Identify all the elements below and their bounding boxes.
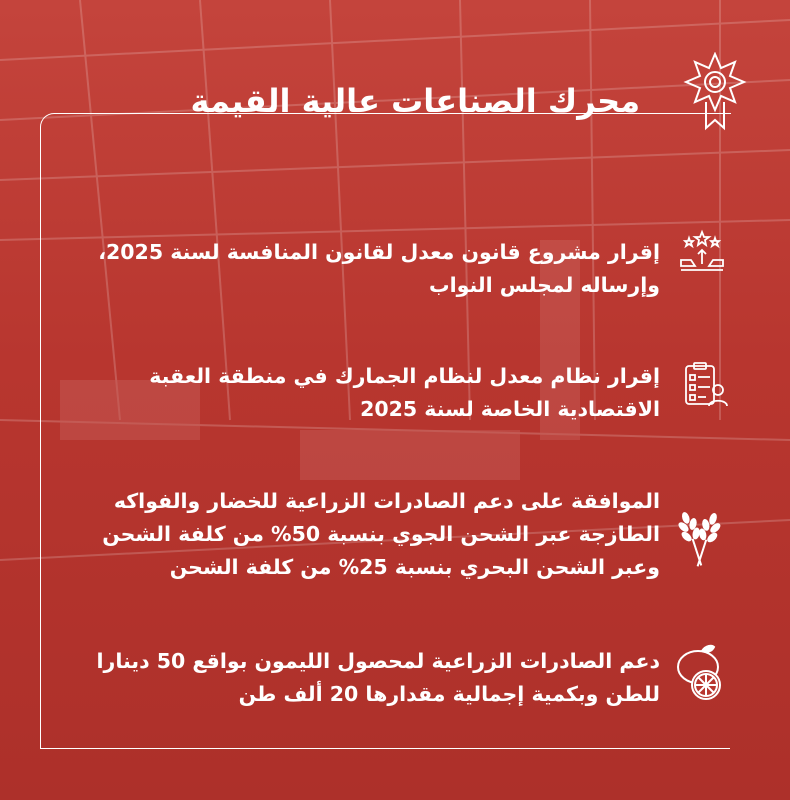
list-item	[98, 236, 660, 302]
item-line: الاقتصادية الخاصة لسنة 2025	[360, 397, 660, 421]
wheat-icon	[667, 505, 729, 567]
page-title: محرك الصناعات عالية القيمة	[190, 82, 640, 120]
star-medal-icon	[682, 52, 748, 132]
checklist-person-icon	[680, 360, 730, 410]
item-line: إقرار نظام معدل لنظام الجمارك في منطقة العقبة	[149, 364, 660, 388]
item-line: دعم الصادرات الزراعية لمحصول الليمون بواقع 50 دينارا	[96, 649, 660, 673]
list-item	[102, 485, 660, 584]
item-line: للطن وبكمية إجمالية مقدارها 20 ألف طن	[238, 682, 660, 706]
item-line: وعبر الشحن البحري بنسبة 25% من كلفة الشحن	[169, 555, 660, 579]
item-line: الموافقة على دعم الصادرات الزراعية للخضار والفواكه	[113, 489, 660, 513]
item-line: إقرار مشروع قانون معدل لقانون المنافسة لسنة 2025،	[98, 240, 660, 264]
frame-bottom-line	[40, 748, 730, 749]
list-item	[97, 645, 661, 711]
list-item	[149, 360, 660, 426]
item-line: وإرساله لمجلس النواب	[429, 273, 660, 297]
item-line: الطازجة عبر الشحن الجوي بنسبة 50% من كلفة الشحن	[102, 522, 660, 546]
lemon-icon	[668, 643, 730, 705]
growth-hands-stars-icon	[677, 228, 727, 278]
